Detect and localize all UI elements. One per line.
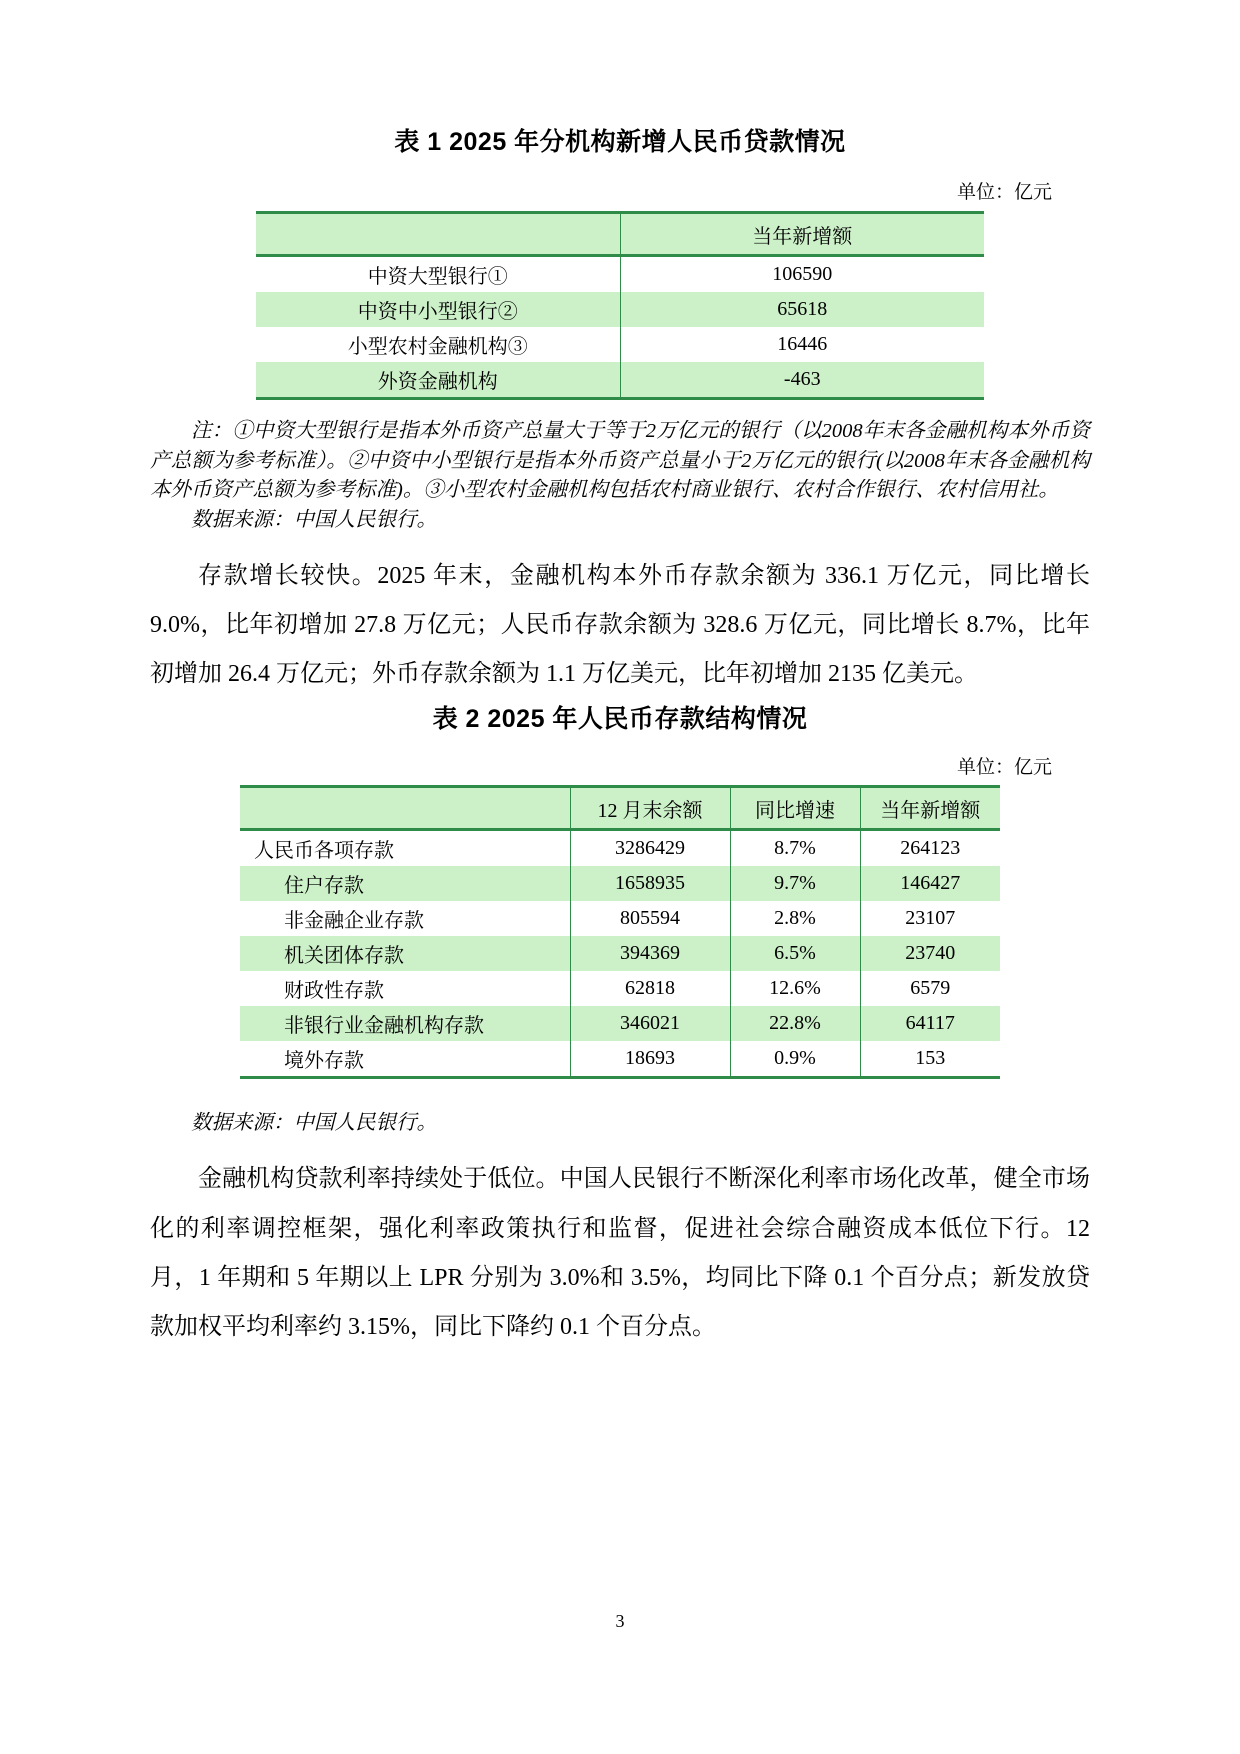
table-2-row-label: 财政性存款 (240, 971, 570, 1006)
table-2-source: 数据来源：中国人民银行。 (191, 1112, 437, 1135)
table-2-row-label: 非金融企业存款 (240, 901, 570, 936)
table-2-row-label: 境外存款 (240, 1041, 570, 1078)
table-2-unit-label: 单位：亿元 (956, 757, 1052, 779)
table-2-row-increment: 264123 (860, 830, 1000, 867)
table-2-head (240, 787, 1000, 830)
table-1-row-value: 106590 (620, 256, 984, 293)
table-2-row-label: 人民币各项存款 (240, 830, 570, 867)
table-2-row-balance: 3286429 (570, 830, 730, 867)
table-1 (256, 211, 984, 400)
table-2-row-increment: 64117 (860, 1006, 1000, 1041)
table-1-row-label: 小型农村金融机构③ (256, 327, 620, 362)
table-1-row-value: -463 (620, 362, 984, 399)
table-row (240, 901, 1000, 936)
table-1-header-row (256, 213, 984, 256)
table-2-row-increment: 23107 (860, 901, 1000, 936)
table-2-col-header-increment: 当年新增额 (860, 787, 1000, 830)
table-2-row-growth: 9.7% (730, 866, 860, 901)
table-2-row-growth: 22.8% (730, 1006, 860, 1041)
table-row (256, 362, 984, 399)
table-2-title: 表 2 2025 年人民币存款结构情况 (432, 705, 808, 734)
table-2-row-growth: 12.6% (730, 971, 860, 1006)
table-2 (240, 785, 1000, 1079)
table-2-row-label: 住户存款 (240, 866, 570, 901)
table-row (240, 1041, 1000, 1078)
table-2-body (240, 830, 1000, 1078)
table-2-row-label: 机关团体存款 (240, 936, 570, 971)
table-1-row-value: 65618 (620, 292, 984, 327)
table-row (240, 830, 1000, 867)
table-2-row-growth: 2.8% (730, 901, 860, 936)
table-2-row-balance: 18693 (570, 1041, 730, 1078)
table-1-col-header-blank (256, 213, 620, 256)
table-1-body (256, 256, 984, 399)
table-2-row-growth: 0.9% (730, 1041, 860, 1078)
table-2-row-increment: 23740 (860, 936, 1000, 971)
page-number: 3 (615, 1611, 625, 1631)
table-2-header-row (240, 787, 1000, 830)
paragraph-loan-rates: 金融机构贷款利率持续处于低位。中国人民银行不断深化利率市场化改革，健全市场化的利率调控框架，强化利率政策执行和监督，促进社会综合融资成本低位下行。12 月，1 年期和 5 年期以上 LPR 分别为 3.0%和 3.5%，均同比下降 0.1 个百分点；新发放贷款加权平均利率约 3.15%，同比下降约 0.1 个百分点。 (150, 1166, 1090, 1340)
table-2-row-growth: 6.5% (730, 936, 860, 971)
paragraph-deposit-growth: 存款增长较快。2025 年末，金融机构本外币存款余额为 336.1 万亿元，同比增长 9.0%，比年初增加 27.8 万亿元；人民币存款余额为 328.6 万亿元，同比增长 8.7%，比年初增加 26.4 万亿元；外币存款余额为 1.1 万亿美元，比年初增加 2135 亿美元。 (150, 562, 1090, 688)
table-2-row-increment: 6579 (860, 971, 1000, 1006)
table-2-col-header-blank (240, 787, 570, 830)
table-row (240, 936, 1000, 971)
table-1-row-value: 16446 (620, 327, 984, 362)
table-row (256, 256, 984, 293)
table-1-note-block (150, 417, 1090, 536)
table-2-col-header-balance: 12 月末余额 (570, 787, 730, 830)
table-2-row-growth: 8.7% (730, 830, 860, 867)
table-row (256, 292, 984, 327)
table-row (240, 1006, 1000, 1041)
table-1-col-header-increment: 当年新增额 (620, 213, 984, 256)
table-2-row-balance: 346021 (570, 1006, 730, 1041)
table-row (240, 971, 1000, 1006)
table-2-row-balance: 394369 (570, 936, 730, 971)
table-1-head (256, 213, 984, 256)
table-1-title: 表 1 2025 年分机构新增人民币贷款情况 (394, 128, 846, 156)
table-1-unit-label: 单位：亿元 (956, 182, 1052, 203)
table-1-row-label: 中资大型银行① (256, 256, 620, 293)
table-1-source: 数据来源：中国人民银行。 (191, 509, 437, 532)
table-1-row-label: 外资金融机构 (256, 362, 620, 399)
table-2-col-header-growth: 同比增速 (730, 787, 860, 830)
table-2-row-increment: 146427 (860, 866, 1000, 901)
table-2-row-label: 非银行业金融机构存款 (240, 1006, 570, 1041)
table-2-row-balance: 1658935 (570, 866, 730, 901)
table-1-row-label: 中资中小型银行② (256, 292, 620, 327)
table-row (256, 327, 984, 362)
table-1-note: 注：①中资大型银行是指本外币资产总量大于等于2万亿元的银行（以2008年末各金融机构本外币资产总额为参考标准）。②中资中小型银行是指本外币资产总量小于2万亿元的银行(以2008年末各金融机构本外币资产总额为参考标准)。③小型农村金融机构包括农村商业银行、农村合作银行、农村信用社。 (150, 420, 1090, 502)
table-2-row-balance: 62818 (570, 971, 730, 1006)
table-2-row-balance: 805594 (570, 901, 730, 936)
table-2-row-increment: 153 (860, 1041, 1000, 1078)
table-row (240, 866, 1000, 901)
